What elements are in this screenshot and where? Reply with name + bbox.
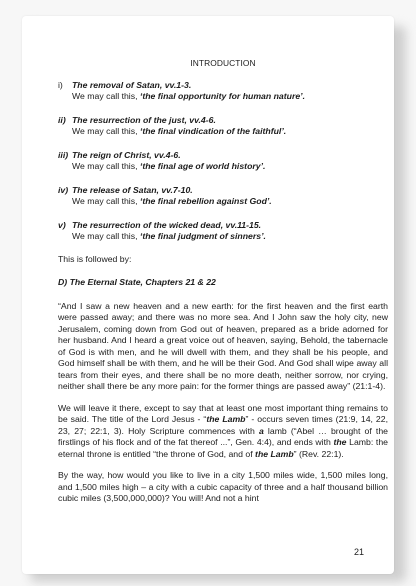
- emphasis-run: the Lamb: [255, 448, 294, 459]
- outline-item-title: The removal of Satan, vv.1-3.: [72, 79, 192, 90]
- outline-item-number: ii): [58, 114, 66, 125]
- outline-item-heading: [58, 80, 388, 92]
- outline-list: [58, 80, 388, 243]
- outline-item-prefix: We may call this,: [72, 231, 140, 241]
- city-paragraph: By the way, how would you like to live in a city 1,500 miles wide, 1,500 miles long, and 1,500 miles high – a city with a cubic capacity of three and a half thousand billion cubic miles (3,500,000,000)? You will! And not a hint: [58, 470, 388, 503]
- emphasis-run: the: [333, 437, 347, 447]
- outline-item: [58, 80, 388, 103]
- outline-item-prefix: We may call this,: [72, 196, 140, 206]
- outline-item-title: The resurrection of the wicked dead, vv.11-15.: [72, 219, 262, 230]
- page-content: [58, 58, 388, 515]
- text-run: Lamb: the eternal throne is entitled “the throne of God, and of: [58, 437, 388, 459]
- outline-item-description: [58, 196, 388, 208]
- section-heading: D) The Eternal State, Chapters 21 & 22: [58, 277, 216, 287]
- book-page: [22, 16, 394, 574]
- running-header: INTRODUCTION: [190, 58, 256, 68]
- outline-item: [58, 220, 388, 243]
- outline-item-quote: ‘the final rebellion against God’.: [139, 196, 272, 206]
- outline-item-description: [58, 231, 388, 243]
- outline-item-number: iv): [58, 184, 69, 195]
- scripture-quote-paragraph: “And I saw a new heaven and a new earth: for the first heaven and the first earth were passed away; and there was no more sea. And I John saw the holy city, new Jerusalem, coming down from God out of heaven, prepared as a bride adorned for her husband. And I heard a great voice out of heaven, saying, Behold, the tabernacle of God is with men, and he will dwell with them, and they shall be his people, and God himself shall be with them, and he will be their God. And God shall wipe away all tears from their eyes, and there shall be no more death, neither sorrow, nor crying, neither shall there be any more pain: for the former things are passed away” (21:1-4).: [58, 300, 388, 391]
- outline-item-title: The reign of Christ, vv.4-6.: [72, 149, 181, 160]
- lamb-paragraph: [58, 403, 388, 461]
- outline-item-number: iii): [58, 149, 69, 160]
- outline-item-description: [58, 161, 388, 173]
- outline-item-prefix: We may call this,: [72, 91, 140, 101]
- outline-item-quote: ‘the final judgment of sinners’.: [139, 231, 266, 241]
- page-number: 21: [353, 547, 364, 557]
- outline-item-heading: [58, 150, 388, 162]
- outline-item-title: The resurrection of the just, vv.4-6.: [72, 114, 216, 125]
- outline-item-prefix: We may call this,: [72, 126, 140, 136]
- emphasis-run: a: [258, 425, 264, 436]
- outline-item-heading: [58, 185, 388, 197]
- outline-item-quote: ‘the final age of world history’.: [139, 161, 266, 171]
- outline-item-title: The release of Satan, vv.7-10.: [72, 184, 193, 195]
- outline-item-number: v): [58, 219, 66, 230]
- outline-item: [58, 115, 388, 138]
- outline-item-description: [58, 91, 388, 103]
- text-run: ” (Rev. 22:1).: [293, 448, 344, 459]
- text-run: ” - occurs seven times (21:9, 14, 22, 23, 27; 22:1, 3). Holy Scripture commences with: [58, 414, 389, 436]
- followed-by-line: This is followed by:: [58, 253, 132, 264]
- outline-item-heading: [58, 220, 388, 232]
- outline-item-number: i): [58, 79, 63, 90]
- outline-item-heading: [58, 115, 388, 127]
- outline-item: [58, 150, 388, 173]
- text-run: lamb (“Abel … brought of the firstlings of his flock and of the fat thereof ...”, Gen. 4:4), and ends with: [58, 425, 388, 447]
- outline-item: [58, 185, 388, 208]
- text-run: We will leave it there, except to say that at least one most important thing remains to be said. The title of the Lord Jesus - “: [58, 402, 388, 424]
- outline-item-prefix: We may call this,: [72, 161, 140, 171]
- outline-item-quote: ‘the final vindication of the faithful’.: [139, 126, 287, 136]
- outline-item-quote: ‘the final opportunity for human nature’.: [139, 91, 305, 101]
- outline-item-description: [58, 126, 388, 138]
- emphasis-run: the Lamb: [206, 414, 246, 424]
